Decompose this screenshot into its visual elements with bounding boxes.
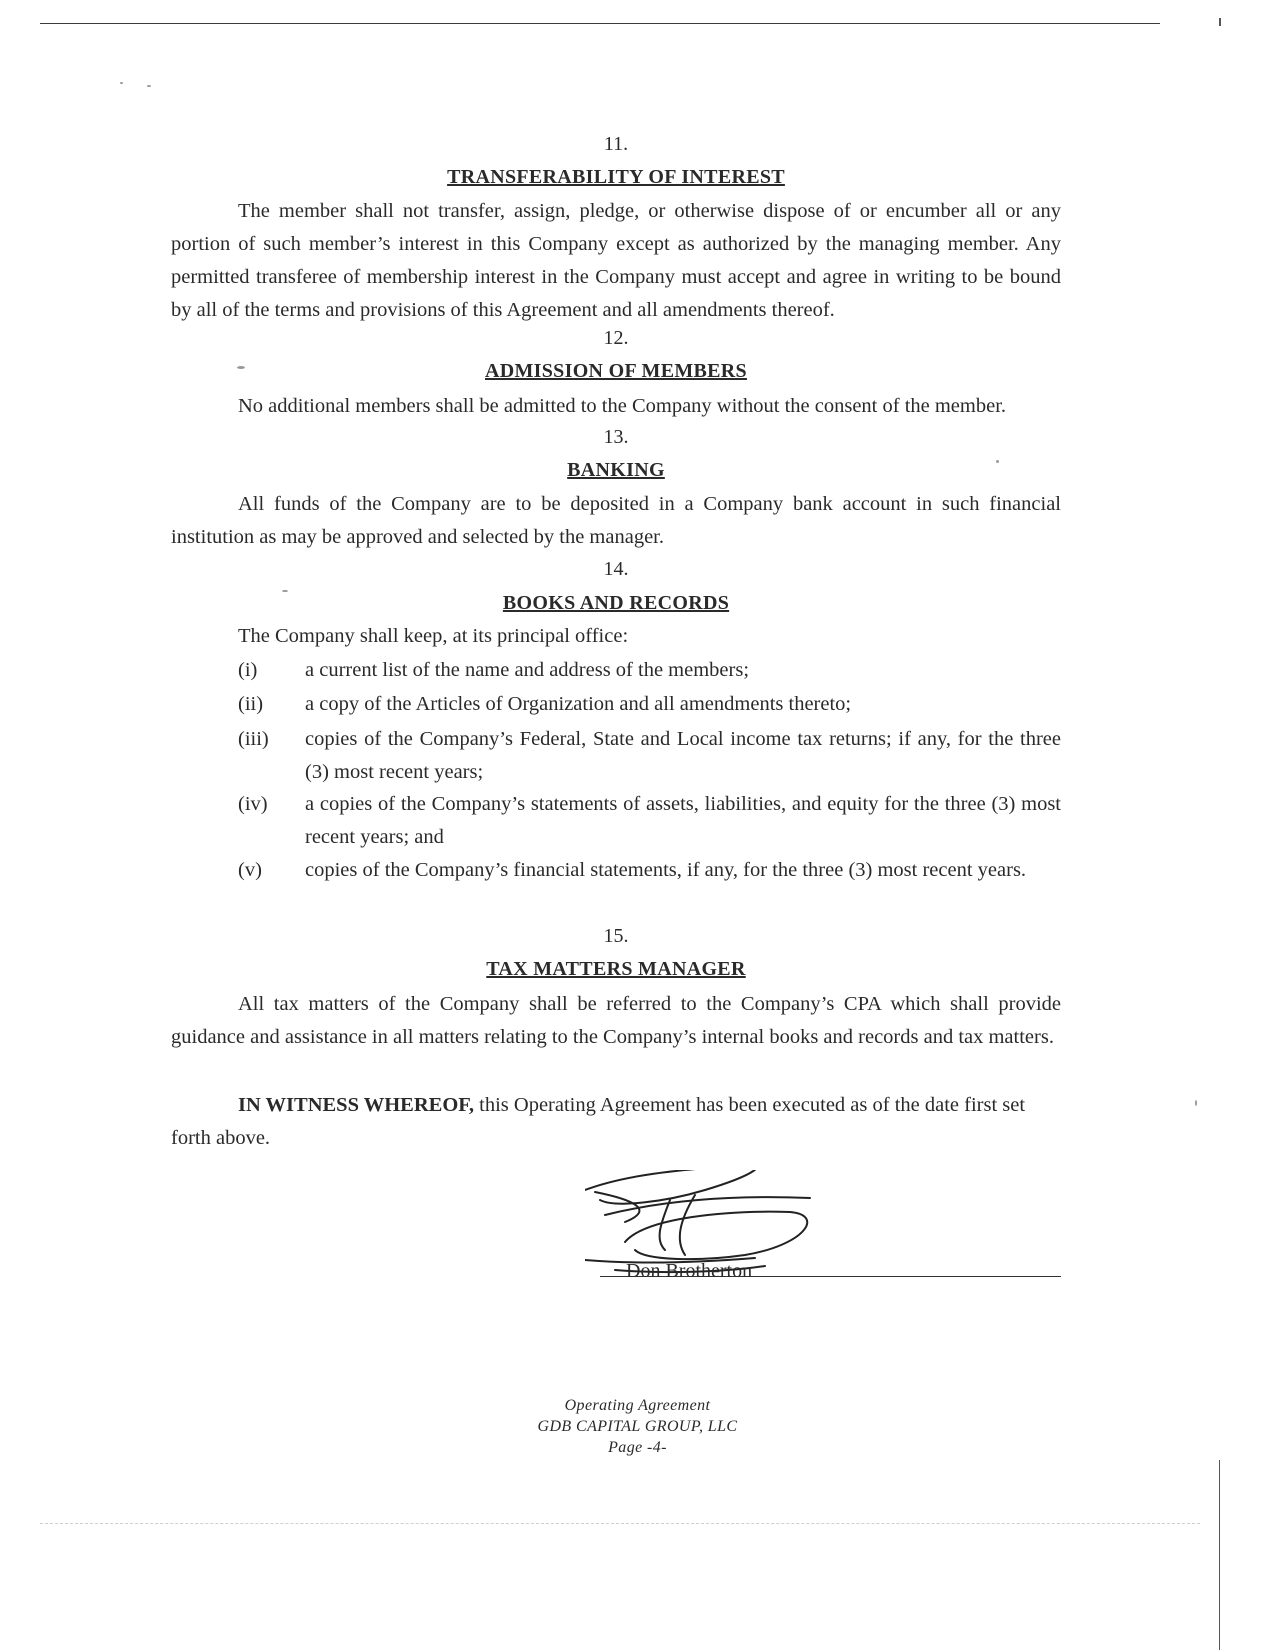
section-15-body: All tax matters of the Company shall be referred to the Company’s CPA which shall provide guidance and assistance in all matters relating to the Company’s internal books and records and tax matters.	[171, 993, 1061, 1048]
section-14-title: BOOKS AND RECORDS	[502, 592, 730, 614]
section-12-number: 12.	[603, 327, 629, 349]
section-12-title: ADMISSION OF MEMBERS	[485, 360, 747, 382]
list-item-marker: (iii)	[238, 728, 269, 750]
scan-speck	[1195, 1100, 1197, 1106]
scan-speck	[282, 590, 288, 592]
section-13-number: 13.	[603, 426, 629, 448]
scan-right-edge	[1219, 1460, 1220, 1650]
list-item	[238, 788, 1061, 854]
footer-document-title: Operating Agreement	[564, 1397, 711, 1414]
page-footer	[0, 1395, 1275, 1458]
witness-clause	[171, 1089, 1061, 1155]
scan-speck	[237, 366, 245, 369]
scan-speck	[120, 82, 123, 84]
scan-bottom-border	[40, 1523, 1200, 1524]
footer-page-number: Page -4-	[608, 1439, 667, 1456]
signatory-name: Don Brotherton	[626, 1260, 753, 1282]
section-14-intro: The Company shall keep, at its principal office:	[238, 625, 629, 647]
list-item-text: copies of the Company’s Federal, State and Local income tax returns; if any, for the three (3) most recent years;	[305, 728, 1061, 783]
scan-speck	[996, 460, 999, 463]
section-13-title: BANKING	[567, 459, 665, 481]
list-item	[238, 688, 1061, 721]
section-13-body: All funds of the Company are to be deposited in a Company bank account in such financial institution as may be approved and selected by the manager.	[171, 493, 1061, 548]
footer-company-name: GDB CAPITAL GROUP, LLC	[537, 1418, 738, 1435]
list-item-text: copies of the Company’s financial statements, if any, for the three (3) most recent years.	[305, 859, 1027, 881]
list-item-marker: (i)	[238, 659, 258, 681]
section-14-number: 14.	[603, 558, 629, 580]
list-item	[238, 654, 1061, 687]
list-item-text: a current list of the name and address of the members;	[305, 659, 750, 681]
section-11-body: The member shall not transfer, assign, pledge, or otherwise dispose of or encumber all or any portion of such member’s interest in this Company except as authorized by the managing member. Any permitted transferee of membership interest in the Company must accept and agree in writing to be bound by all of the terms and provisions of this Agreement and all amendments thereof.	[171, 200, 1061, 321]
section-15-number: 15.	[603, 925, 629, 947]
list-item	[238, 723, 1061, 789]
list-item-text: a copy of the Articles of Organization and all amendments thereto;	[305, 693, 852, 715]
list-item-marker: (ii)	[238, 693, 264, 715]
witness-lead: IN WITNESS WHEREOF,	[238, 1094, 475, 1116]
scan-top-border	[40, 23, 1160, 24]
list-item-text: a copies of the Company’s statements of assets, liabilities, and equity for the three (3) most recent years; and	[305, 793, 1061, 848]
section-15-title: TAX MATTERS MANAGER	[486, 958, 746, 980]
witness-rest: this Operating Agreement has been executed as of the date first set forth above.	[171, 1094, 1026, 1149]
list-item	[238, 854, 1061, 887]
section-11-title: TRANSFERABILITY OF INTEREST	[447, 166, 785, 188]
scan-edge-mark	[1219, 18, 1221, 26]
list-item-marker: (v)	[238, 859, 262, 881]
scan-speck	[147, 85, 151, 87]
section-12-body: No additional members shall be admitted to the Company without the consent of the member.	[238, 395, 1007, 417]
list-item-marker: (iv)	[238, 793, 268, 815]
section-11-number: 11.	[603, 133, 629, 155]
